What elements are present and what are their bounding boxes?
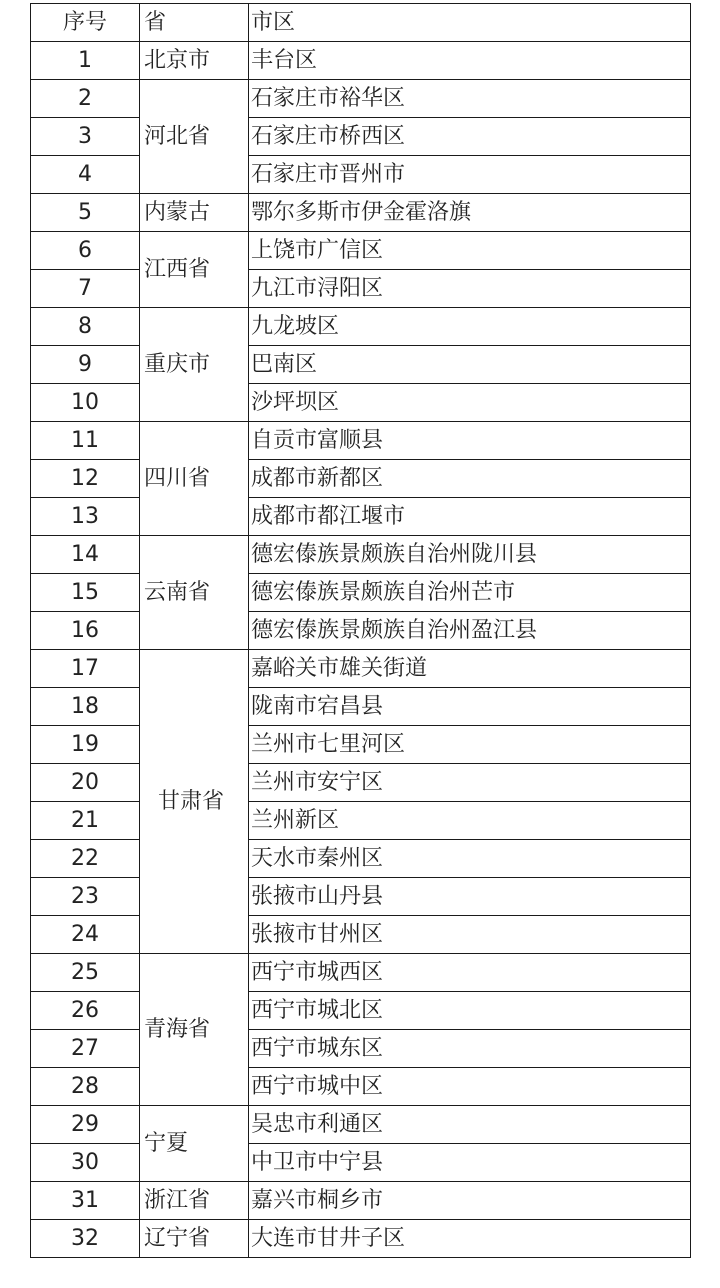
- row-number: 5: [31, 194, 140, 232]
- province-cell: 河北省: [140, 80, 249, 194]
- row-number: 20: [31, 764, 140, 802]
- city-cell: 天水市秦州区: [249, 840, 691, 878]
- city-cell: 巴南区: [249, 346, 691, 384]
- table-row: [31, 1106, 691, 1144]
- row-number: 9: [31, 346, 140, 384]
- table-row: [31, 42, 691, 80]
- row-number: 2: [31, 80, 140, 118]
- table-row: [31, 764, 691, 802]
- table-row: [31, 878, 691, 916]
- province-cell: 浙江省: [140, 1182, 249, 1220]
- row-number: 22: [31, 840, 140, 878]
- table-row: [31, 1068, 691, 1106]
- city-cell: 西宁市城中区: [249, 1068, 691, 1106]
- city-cell: 大连市甘井子区: [249, 1220, 691, 1258]
- city-cell: 嘉兴市桐乡市: [249, 1182, 691, 1220]
- city-cell: 嘉峪关市雄关街道: [249, 650, 691, 688]
- province-cell: 北京市: [140, 42, 249, 80]
- province-cell: 四川省: [140, 422, 249, 536]
- row-number: 21: [31, 802, 140, 840]
- city-cell: 西宁市城东区: [249, 1030, 691, 1068]
- table-row: [31, 498, 691, 536]
- table-row: [31, 194, 691, 232]
- city-cell: 石家庄市桥西区: [249, 118, 691, 156]
- table-row: [31, 270, 691, 308]
- province-cell: 辽宁省: [140, 1220, 249, 1258]
- table-row: [31, 384, 691, 422]
- province-cell: 青海省: [140, 954, 249, 1106]
- table-row: [31, 1030, 691, 1068]
- city-cell: 德宏傣族景颇族自治州芒市: [249, 574, 691, 612]
- table-row: [31, 650, 691, 688]
- table-row: [31, 1220, 691, 1258]
- province-cell: 宁夏: [140, 1106, 249, 1182]
- city-cell: 成都市都江堰市: [249, 498, 691, 536]
- city-cell: 德宏傣族景颇族自治州陇川县: [249, 536, 691, 574]
- row-number: 26: [31, 992, 140, 1030]
- row-number: 12: [31, 460, 140, 498]
- row-number: 28: [31, 1068, 140, 1106]
- row-number: 29: [31, 1106, 140, 1144]
- row-number: 32: [31, 1220, 140, 1258]
- city-cell: 德宏傣族景颇族自治州盈江县: [249, 612, 691, 650]
- table-row: [31, 80, 691, 118]
- row-number: 24: [31, 916, 140, 954]
- row-number: 15: [31, 574, 140, 612]
- city-cell: 兰州市七里河区: [249, 726, 691, 764]
- table-row: [31, 422, 691, 460]
- row-number: 14: [31, 536, 140, 574]
- table-row: [31, 992, 691, 1030]
- city-cell: 丰台区: [249, 42, 691, 80]
- city-cell: 张掖市甘州区: [249, 916, 691, 954]
- row-number: 6: [31, 232, 140, 270]
- row-number: 31: [31, 1182, 140, 1220]
- city-cell: 石家庄市晋州市: [249, 156, 691, 194]
- table-row: [31, 954, 691, 992]
- table-row: [31, 232, 691, 270]
- city-cell: 鄂尔多斯市伊金霍洛旗: [249, 194, 691, 232]
- city-cell: 石家庄市裕华区: [249, 80, 691, 118]
- table-row: [31, 308, 691, 346]
- row-number: 3: [31, 118, 140, 156]
- province-cell: 甘肃省: [140, 650, 249, 954]
- table-row: [31, 802, 691, 840]
- row-number: 10: [31, 384, 140, 422]
- city-cell: 自贡市富顺县: [249, 422, 691, 460]
- city-cell: 兰州新区: [249, 802, 691, 840]
- region-table: [30, 3, 691, 1258]
- table-row: [31, 612, 691, 650]
- city-cell: 中卫市中宁县: [249, 1144, 691, 1182]
- header-city-district: 市区: [249, 4, 691, 42]
- row-number: 13: [31, 498, 140, 536]
- table-row: [31, 156, 691, 194]
- table-row: [31, 688, 691, 726]
- header-province: 省: [140, 4, 249, 42]
- row-number: 7: [31, 270, 140, 308]
- table-row: [31, 574, 691, 612]
- city-cell: 西宁市城北区: [249, 992, 691, 1030]
- province-cell: 江西省: [140, 232, 249, 308]
- city-cell: 九龙坡区: [249, 308, 691, 346]
- city-cell: 张掖市山丹县: [249, 878, 691, 916]
- city-cell: 九江市浔阳区: [249, 270, 691, 308]
- row-number: 23: [31, 878, 140, 916]
- city-cell: 上饶市广信区: [249, 232, 691, 270]
- table-row: [31, 916, 691, 954]
- table-row: [31, 1144, 691, 1182]
- table-row: [31, 726, 691, 764]
- row-number: 11: [31, 422, 140, 460]
- header-number: 序号: [31, 4, 140, 42]
- city-cell: 陇南市宕昌县: [249, 688, 691, 726]
- table-row: [31, 1182, 691, 1220]
- row-number: 8: [31, 308, 140, 346]
- header-row: [31, 4, 691, 42]
- table-row: [31, 840, 691, 878]
- table-row: [31, 536, 691, 574]
- row-number: 16: [31, 612, 140, 650]
- city-cell: 西宁市城西区: [249, 954, 691, 992]
- province-cell: 重庆市: [140, 308, 249, 422]
- city-cell: 沙坪坝区: [249, 384, 691, 422]
- row-number: 27: [31, 1030, 140, 1068]
- table-row: [31, 118, 691, 156]
- row-number: 30: [31, 1144, 140, 1182]
- table-row: [31, 460, 691, 498]
- row-number: 17: [31, 650, 140, 688]
- table-row: [31, 346, 691, 384]
- city-cell: 成都市新都区: [249, 460, 691, 498]
- city-cell: 吴忠市利通区: [249, 1106, 691, 1144]
- row-number: 19: [31, 726, 140, 764]
- province-cell: 内蒙古: [140, 194, 249, 232]
- row-number: 18: [31, 688, 140, 726]
- city-cell: 兰州市安宁区: [249, 764, 691, 802]
- row-number: 25: [31, 954, 140, 992]
- row-number: 1: [31, 42, 140, 80]
- row-number: 4: [31, 156, 140, 194]
- province-cell: 云南省: [140, 536, 249, 650]
